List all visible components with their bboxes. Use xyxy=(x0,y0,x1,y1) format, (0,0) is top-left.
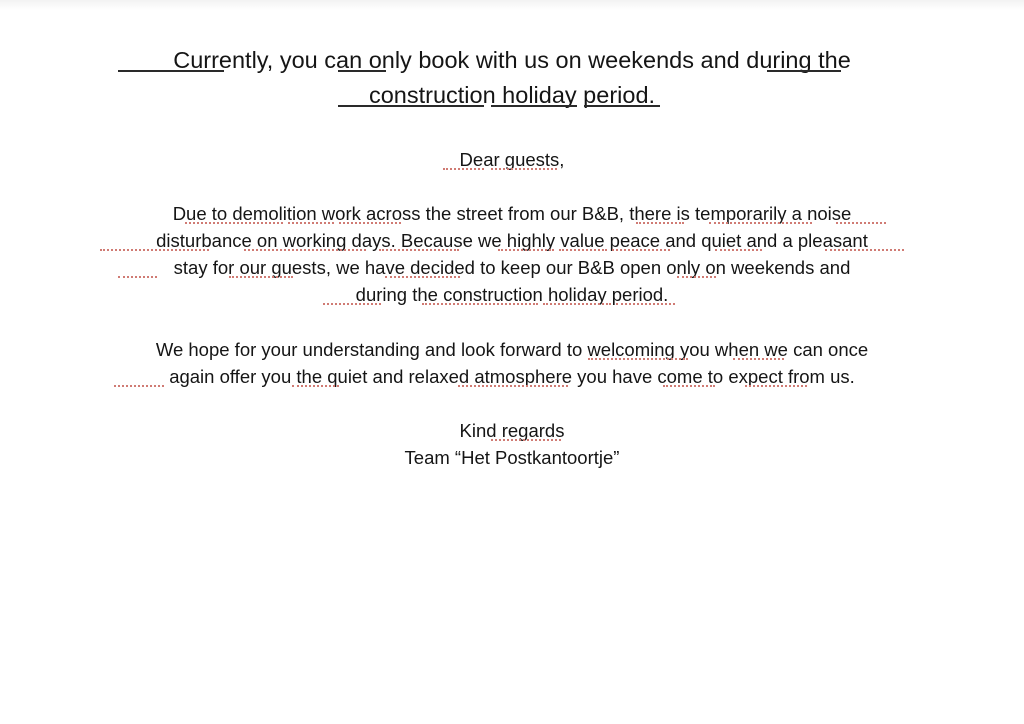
spellcheck-underline xyxy=(715,249,762,251)
spellcheck-underline xyxy=(767,70,841,72)
spellcheck-underline xyxy=(709,222,812,224)
spellcheck-underline xyxy=(338,70,386,72)
spellcheck-underline xyxy=(825,249,904,251)
closing: Kind regards xyxy=(459,420,565,441)
paragraph-1-line-4: during the construction holiday period. xyxy=(355,284,669,305)
spellcheck-underline xyxy=(185,222,283,224)
spellcheck-underline xyxy=(498,249,554,251)
spellcheck-underline xyxy=(588,358,688,360)
spellcheck-underline xyxy=(491,439,561,441)
spellcheck-underline xyxy=(323,303,381,305)
spellcheck-underline xyxy=(584,105,660,107)
spellcheck-underline xyxy=(338,105,484,107)
paragraph-1-line-1: Due to demolition work across the street from our B&B, there is temporarily a noise xyxy=(172,203,852,224)
greeting: Dear guests, xyxy=(459,149,565,170)
spellcheck-underline xyxy=(836,222,886,224)
spellcheck-underline xyxy=(612,249,670,251)
spellcheck-underline xyxy=(100,249,209,251)
spellcheck-underline xyxy=(114,385,164,387)
spellcheck-underline xyxy=(663,385,715,387)
paragraph-2-line-1: We hope for your understanding and look forward to welcoming you when we can once xyxy=(155,339,869,360)
spellcheck-underline xyxy=(543,303,611,305)
spellcheck-underline xyxy=(458,385,568,387)
spellcheck-underline xyxy=(443,168,484,170)
spellcheck-underline xyxy=(677,276,716,278)
spellcheck-underline xyxy=(339,222,401,224)
spellcheck-underline xyxy=(244,249,366,251)
spellcheck-underline xyxy=(491,105,577,107)
paragraph-2-line-2: again offer you the quiet and relaxed atmosphere you have come to expect from us. xyxy=(169,366,855,387)
spellcheck-underline xyxy=(229,276,293,278)
spellcheck-underline xyxy=(288,222,334,224)
heading-line-1: Currently, you can only book with us on weekends and during the xyxy=(173,47,851,73)
spellcheck-underline xyxy=(118,276,157,278)
spellcheck-underline xyxy=(385,276,460,278)
signature: Team “Het Postkantoortje” xyxy=(404,447,620,468)
spellcheck-underline xyxy=(745,385,807,387)
spellcheck-underline xyxy=(422,303,538,305)
spellcheck-underline xyxy=(379,249,459,251)
spellcheck-underline xyxy=(559,249,607,251)
spellcheck-underline xyxy=(636,222,684,224)
heading-line-2: construction holiday period. xyxy=(368,82,656,108)
paragraph-1-line-2: disturbance on working days. Because we highly value peace and quiet and a pleasant xyxy=(156,230,868,251)
paragraph-1-line-3: stay for our guests, we have decided to keep our B&B open only on weekends and xyxy=(173,257,851,278)
spellcheck-underline xyxy=(491,168,557,170)
spellcheck-underline xyxy=(616,303,675,305)
spellcheck-underline xyxy=(733,358,784,360)
spellcheck-underline xyxy=(292,385,339,387)
spellcheck-underline xyxy=(118,70,224,72)
